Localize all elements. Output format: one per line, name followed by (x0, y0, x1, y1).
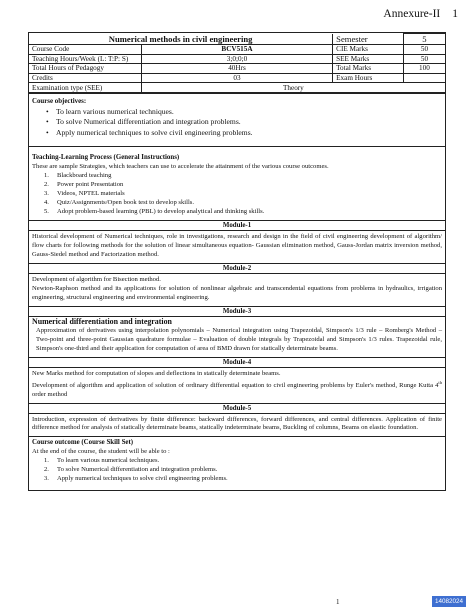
footer-date-stamp: 14082024 (432, 596, 466, 607)
table-row (29, 34, 445, 45)
cie-marks-label: CIE Marks (333, 45, 404, 55)
list-item: • To learn various numerical techniques. (46, 107, 442, 117)
header-page-number: 1 (452, 8, 458, 20)
course-code-value: BCV515A (141, 45, 332, 55)
list-item: 1. To learn various numerical techniques. (44, 457, 160, 465)
exam-type-label: Examination type (SEE) (29, 83, 141, 93)
table-row (29, 45, 445, 55)
course-outcome-heading: Course outcome (Course Skill Set) (32, 439, 134, 447)
teaching-hours-value: 3;0;0;0 (141, 54, 332, 64)
exam-hours-label: Exam Hours (333, 73, 404, 83)
see-marks-label: SEE Marks (333, 54, 404, 64)
course-outcome-intro: At the end of the course, the student will be able to : (32, 448, 170, 456)
course-objectives-heading: Course objectives: (32, 97, 87, 105)
teaching-learning-list (32, 172, 442, 217)
module-5-text: Introduction, expression of derivatives by finite difference: backward differences, forward differences, and central differences. Application of finite difference method for analysis of statically determinate beams, statically indeterminate beams, Buckling of columns, Beams on elastic foundation. (32, 415, 442, 432)
teaching-hours-label: Teaching Hours/Week (L: T:P: S) (29, 54, 141, 64)
module-3-text: Approximation of derivatives using interpolation polynomials – Numerical integration using Trapezoidal, Simpson's 1/3 rule – Romberg's Method – Two-point and three-point Gaussian quadrature formulae – Evaluation of double integrals by Trapezoidal and Simpson's 1/3 rules. Trapezoidal rule, Simpson's one-third and their application for computation of area of BMD drawn for statically determinate beams. (36, 326, 442, 352)
module-3-content (29, 316, 445, 357)
annexure-label: Annexure-II (383, 8, 441, 20)
course-outcome-list (32, 457, 442, 484)
module-5-content (29, 413, 445, 437)
module-2-text-2: Newton-Raphson method and its applications for solution of nonlinear algebraic and transcendental equations from problems in hydraulics, irrigation engineering, structural engineering and environmental engineering. (32, 285, 442, 301)
cie-marks-value: 50 (403, 45, 445, 55)
pedagogy-hours-label: Total Hours of Pedagogy (29, 64, 141, 74)
total-marks-value: 100 (403, 64, 445, 74)
semester-label: Semester (333, 34, 404, 45)
semester-value: 5 (403, 34, 445, 45)
footer-page-number: 1 (336, 598, 340, 606)
course-outcome-section (29, 436, 445, 490)
table-row (29, 54, 445, 64)
table-row (29, 64, 445, 74)
see-marks-value: 50 (403, 54, 445, 64)
list-item: • To solve Numerical differentiation and integration problems. (46, 117, 442, 127)
course-info-table (29, 33, 445, 93)
module-4-content (29, 367, 445, 403)
course-code-label: Course Code (29, 45, 141, 55)
module-3-heading: Module-3 (29, 306, 445, 316)
list-item: 2. To solve Numerical differentiation and integration problems. (44, 466, 218, 474)
syllabus-sheet (28, 32, 446, 491)
course-title: Numerical methods in civil engineering (29, 34, 333, 45)
credits-label: Credits (29, 73, 141, 83)
course-objectives-section (29, 93, 445, 146)
list-item: 5. Adopt problem-based learning (PBL) to develop analytical and thinking skills. (44, 207, 265, 215)
module-4-text-2: Development of algorithm and application of solution of ordinary differential equation to civil engineering problems by Euler's method, Runge Kutta 4th order method (32, 379, 442, 398)
credits-value: 03 (141, 73, 332, 83)
module-5-heading: Module-5 (29, 403, 445, 413)
teaching-learning-section (29, 146, 445, 220)
module-2-content (29, 273, 445, 306)
teaching-learning-heading: Teaching-Learning Process (General Instructions) (32, 154, 180, 162)
module-1-text: Historical development of Numerical techniques, role in investigations, research and design in the field of civil engineering development of algorithm/ flow charts for following methods for the solution of linear simultaneous equation- Gaussian elimination method, Gauss-Jordan matrix inversion method, Gauss-Siedel method and Factorization method. (32, 233, 442, 259)
exam-type-value: Theory (141, 83, 445, 93)
page-header (383, 8, 458, 20)
exam-hours-value (403, 73, 445, 83)
module-3-subtitle: Numerical differentiation and integration (32, 316, 172, 326)
list-item: 4. Quiz/Assignments/Open book test to develop skills. (44, 198, 194, 206)
list-item: 3. Videos, NPTEL materials (44, 189, 125, 197)
module-2-text-1: Development of algorithm for Bisection method. (32, 276, 161, 284)
course-objectives-list (32, 107, 442, 138)
module-1-content (29, 230, 445, 263)
list-item: 2. Power point Presentation (44, 180, 124, 188)
module-1-heading: Module-1 (29, 220, 445, 230)
pedagogy-hours-value: 40Hrs (141, 64, 332, 74)
list-item: • Apply numerical techniques to solve civil engineering problems. (46, 128, 442, 138)
list-item: 1. Blackboard teaching (44, 171, 112, 179)
teaching-learning-intro: These are sample Strategies, which teachers can use to accelerate the attainment of the various course outcomes. (32, 163, 329, 170)
module-4-heading: Module-4 (29, 357, 445, 367)
list-item: 3. Apply numerical techniques to solve civil engineering problems. (44, 474, 228, 482)
module-4-text-1: New Marks method for computation of slopes and deflections in statically determinate beams. (32, 369, 281, 377)
table-row (29, 83, 445, 93)
module-2-heading: Module-2 (29, 263, 445, 273)
table-row (29, 73, 445, 83)
total-marks-label: Total Marks (333, 64, 404, 74)
